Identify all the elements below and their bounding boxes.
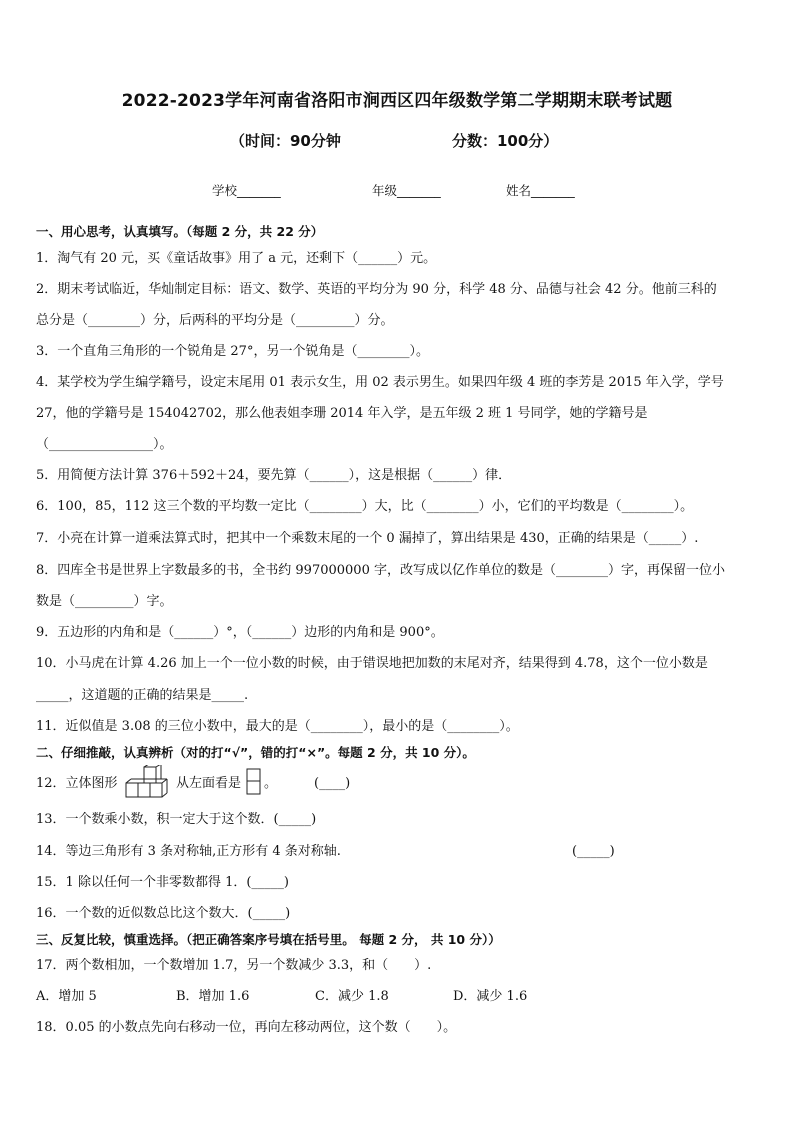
grade-field: 年级_______ [372, 183, 441, 198]
question-14-blank: (_____) [572, 844, 615, 859]
question-17-option-c: C．减少 1.8 [315, 989, 389, 1004]
question-15: 15．1 除以任何一个非零数都得 1．(_____) [36, 875, 289, 890]
question-17-option-b: B．增加 1.6 [176, 989, 250, 1004]
question-12-prefix: 12．立体图形 [36, 776, 118, 791]
question-4-line3: （________________）。 [36, 437, 173, 452]
question-14: 14．等边三角形有 3 条对称轴,正方形有 4 条对称轴. [36, 844, 341, 859]
question-17-option-a: A．增加 5 [36, 989, 97, 1004]
exam-title: 2022-2023学年河南省洛阳市涧西区四年级数学第二学期期末联考试题 [121, 91, 673, 111]
section1-heading: 一、用心思考，认真填写。（每题 2 分，共 22 分） [36, 224, 324, 239]
question-4-line2: 27，他的学籍号是 154042702，那么他表姐李珊 2014 年入学，是五年级 2 班 1 号同学，她的学籍号是 [36, 406, 648, 421]
question-4-line1: 4．某学校为学生编学籍号，设定末尾用 01 表示女生，用 02 表示男生。如果四年级 4 班的李芳是 2015 年入学，学号 [36, 375, 724, 390]
section3-heading: 三、反复比较，慎重选择。（把正确答案序号填在括号里。 每题 2 分， 共 10 分）） [36, 932, 501, 947]
question-17-option-d: D．减少 1.6 [453, 989, 528, 1004]
question-7: 7．小亮在计算一道乘法算式时，把其中一个乘数末尾的一个 0 漏掉了，算出结果是 430，正确的结果是（_____）. [36, 531, 699, 546]
question-3: 3．一个直角三角形的一个锐角是 27°，另一个锐角是（________）。 [36, 344, 429, 359]
question-12-blank: (____) [314, 776, 351, 791]
exam-score: 分数：100分） [452, 132, 559, 150]
question-13: 13．一个数乘小数，积一定大于这个数．(_____) [36, 812, 317, 827]
question-8-line2: 数是（_________）字。 [36, 594, 173, 609]
question-12-middle: 从左面看是 [176, 776, 242, 791]
question-2-line1: 2．期末考试临近，华灿制定目标：语文、数学、英语的平均分为 90 分，科学 48 分、品德与社会 42 分。他前三科的 [36, 282, 717, 297]
question-10-line1: 10．小马虎在计算 4.26 加上一个一位小数的时候，由于错误地把加数的末尾对齐，结果得到 4.78，这个一位小数是 [36, 656, 708, 671]
question-9: 9．五边形的内角和是（______）°，（______）边形的内角和是 900°。 [36, 625, 444, 640]
question-8-line1: 8．四库全书是世界上字数最多的书，全书约 997000000 字，改写成以亿作单位的数是（________）字，再保留一位小 [36, 563, 725, 578]
section2-heading: 二、仔细推敲，认真辨析（对的打“√”，错的打“×”。每题 2 分，共 10 分）。 [36, 745, 475, 760]
question-10-line2: _____，这道题的正确的结果是_____. [36, 688, 249, 703]
name-field: 姓名_______ [506, 183, 575, 198]
question-11: 11．近似值是 3.08 的三位小数中，最大的是（________），最小的是（________）。 [36, 719, 519, 734]
question-12-end: 。 [264, 776, 278, 791]
question-6: 6．100，85，112 这三个数的平均数一定比（________）大，比（________）小，它们的平均数是（________）。 [36, 499, 694, 514]
question-18: 18．0.05 的小数点先向右移动一位，再向左移动两位，这个数（ ）。 [36, 1020, 457, 1035]
question-1: 1．淘气有 20 元，买《童话故事》用了 a 元，还剩下（______）元。 [36, 251, 437, 266]
left-view-figure [246, 768, 262, 796]
question-5: 5．用简便方法计算 376＋592＋24，要先算（______），这是根据（______）律． [36, 468, 512, 483]
exam-time: （时间：90分钟 [230, 132, 341, 150]
question-2-line2: 总分是（________）分，后两科的平均分是（_________）分。 [36, 313, 394, 328]
school-field: 学校_______ [212, 183, 281, 198]
question-16: 16．一个数的近似数总比这个数大．(_____) [36, 906, 291, 921]
question-17: 17．两个数相加，一个数增加 1.7，另一个数减少 3.3，和（ ）. [36, 958, 432, 973]
cube-stack-figure [122, 765, 174, 801]
